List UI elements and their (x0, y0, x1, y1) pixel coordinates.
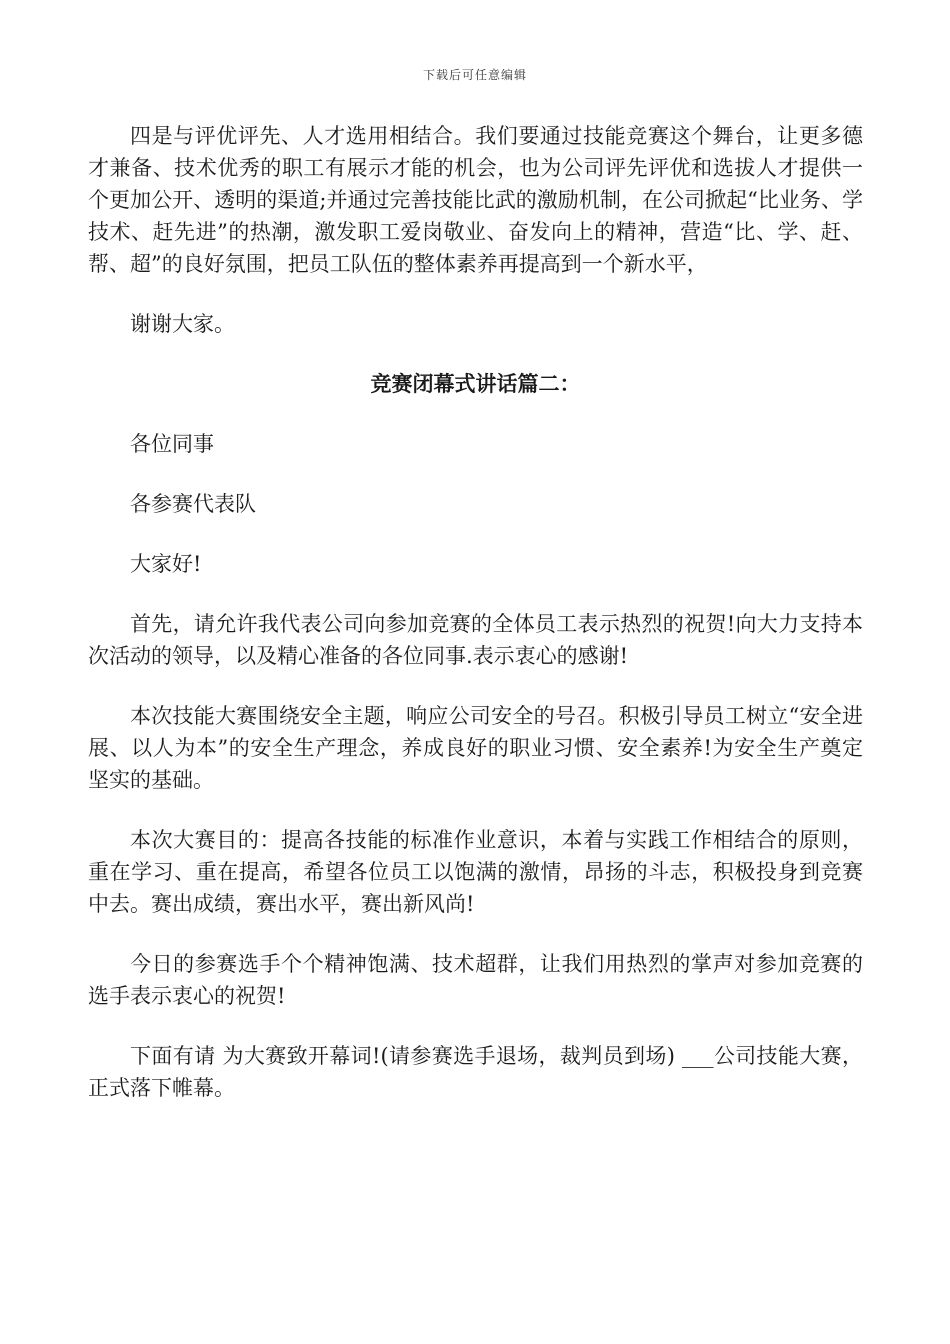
paragraph-greeting-colleagues: 各位同事 (130, 432, 214, 456)
paragraph-competition-purpose: 本次大赛目的：提高各技能的标准作业意识，本着与实践工作相结合的原则，重在学习、重在提高，希望各位员工以饱满的激情，昂扬的斗志，积极投身到竞赛中去。赛出成绩，赛出水平，赛出新风尚! (88, 828, 863, 916)
paragraph-talent-selection: 四是与评优评先、人才选用相结合。我们要通过技能竞赛这个舞台，让更多德才兼备、技术优秀的职工有展示才能的机会，也为公司评先评优和选拔人才提供一个更加公开、透明的渠道;并通过完善技能比武的激励机制，在公司掀起“比业务、学技术、赶先进”的热潮，激发职工爱岗敬业、奋发向上的精神，营造“比、学、赶、帮、超”的良好氛围，把员工队伍的整体素养再提高到一个新水平， (88, 124, 863, 276)
paragraph-congratulations: 首先，请允许我代表公司向参加竞赛的全体员工表示热烈的祝贺!向大力支持本次活动的领导，以及精心准备的各位同事.表示衷心的感谢! (88, 612, 863, 668)
paragraph-thanks: 谢谢大家。 (130, 312, 235, 336)
paragraph-closing: 下面有请 为大赛致开幕词!(请参赛选手退场，裁判员到场) ___公司技能大赛，正式落下帷幕。 (88, 1044, 863, 1100)
page-header: 下载后可任意编辑 (422, 68, 527, 82)
paragraph-greeting-all: 大家好! (130, 552, 202, 576)
paragraph-applause: 今日的参赛选手个个精神饱满、技术超群，让我们用热烈的掌声对参加竞赛的选手表示衷心的祝贺! (88, 952, 863, 1008)
paragraph-safety-theme: 本次技能大赛围绕安全主题，响应公司安全的号召。积极引导员工树立“安全进展、以人为本”的安全生产理念，养成良好的职业习惯、安全素养!为安全生产奠定坚实的基础。 (88, 704, 863, 792)
section-title: 竞赛闭幕式讲话篇二： (370, 372, 581, 396)
paragraph-greeting-teams: 各参赛代表队 (130, 492, 256, 516)
document-body (88, 120, 863, 1104)
